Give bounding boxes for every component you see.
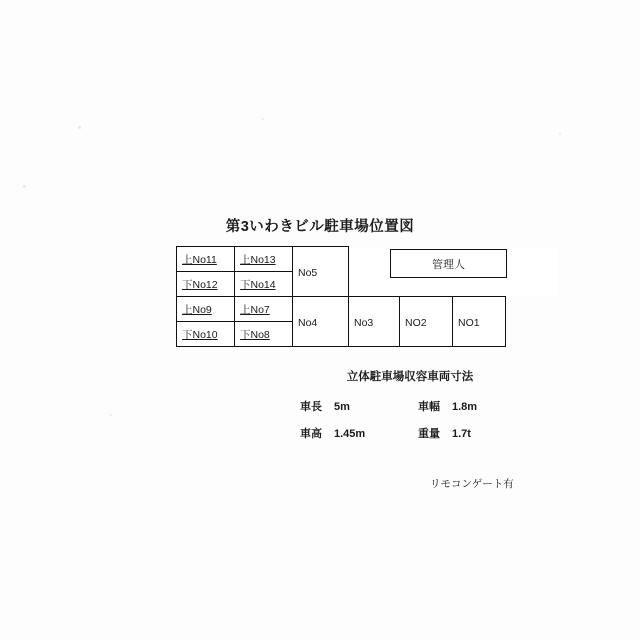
lot-cell-no5[interactable]	[293, 247, 349, 297]
lot-cell-label: 上No7	[240, 303, 270, 316]
lot-cell-label: 下No12	[182, 278, 218, 291]
scan-speckle	[110, 414, 112, 416]
lot-cell-label: 上No11	[182, 253, 217, 266]
footnote-remote-gate: リモコンゲート有	[430, 478, 514, 490]
scan-speckle	[78, 126, 81, 129]
lot-cell-label: NO2	[405, 317, 427, 329]
table-row	[177, 297, 559, 322]
manager-box	[390, 249, 507, 278]
lot-cell-up-no11[interactable]	[177, 247, 235, 272]
dimension-key: 車幅	[418, 401, 440, 413]
lot-cell-no3[interactable]	[349, 297, 400, 347]
lot-cell-up-no7[interactable]	[235, 297, 293, 322]
lot-cell-down-no12[interactable]	[177, 272, 235, 297]
dimension-value: 5m	[334, 401, 350, 413]
page-title: 第3いわきビル駐車場位置図	[225, 219, 415, 235]
dimension-key: 車長	[300, 401, 322, 413]
lot-cell-label: 下No10	[182, 328, 218, 341]
lot-cell-no4[interactable]	[293, 297, 349, 347]
lot-cell-label: 下No8	[240, 328, 270, 341]
lot-cell-label: No3	[354, 317, 374, 329]
lot-cell-down-no14[interactable]	[235, 272, 293, 297]
lot-cell-up-no13[interactable]	[235, 247, 293, 272]
lot-cell-down-no8[interactable]	[235, 322, 293, 347]
dimension-value: 1.45m	[334, 428, 366, 440]
dimension-vehicle-length	[300, 398, 350, 414]
lot-cell-no2[interactable]	[400, 297, 453, 347]
dimension-vehicle-weight	[418, 425, 471, 441]
manager-label: 管理人	[432, 258, 465, 271]
lot-spacer	[506, 272, 559, 297]
lot-cell-label: 上No9	[182, 303, 212, 316]
lot-cell-label: No4	[298, 317, 318, 329]
lot-spacer	[506, 247, 559, 272]
lot-cell-label: No5	[298, 267, 318, 279]
lot-cell-down-no10[interactable]	[177, 322, 235, 347]
dimension-vehicle-width	[418, 398, 477, 414]
dimension-key: 車高	[300, 428, 322, 440]
lot-cell-label: 下No14	[240, 278, 276, 291]
lot-cell-label: NO1	[458, 317, 480, 329]
lot-cell-label: 上No13	[240, 253, 276, 266]
lot-cell-up-no9[interactable]	[177, 297, 235, 322]
scan-speckle	[559, 133, 561, 135]
dimension-value: 1.7t	[452, 428, 471, 440]
dimensions-heading: 立体駐車場収容車両寸法	[346, 371, 474, 383]
dimension-vehicle-height	[300, 425, 365, 441]
scan-speckle	[262, 118, 264, 120]
dimension-value: 1.8m	[452, 401, 478, 413]
dimension-key: 重量	[418, 428, 440, 440]
lot-cell-no1[interactable]	[453, 297, 506, 347]
scan-speckle	[23, 185, 26, 188]
